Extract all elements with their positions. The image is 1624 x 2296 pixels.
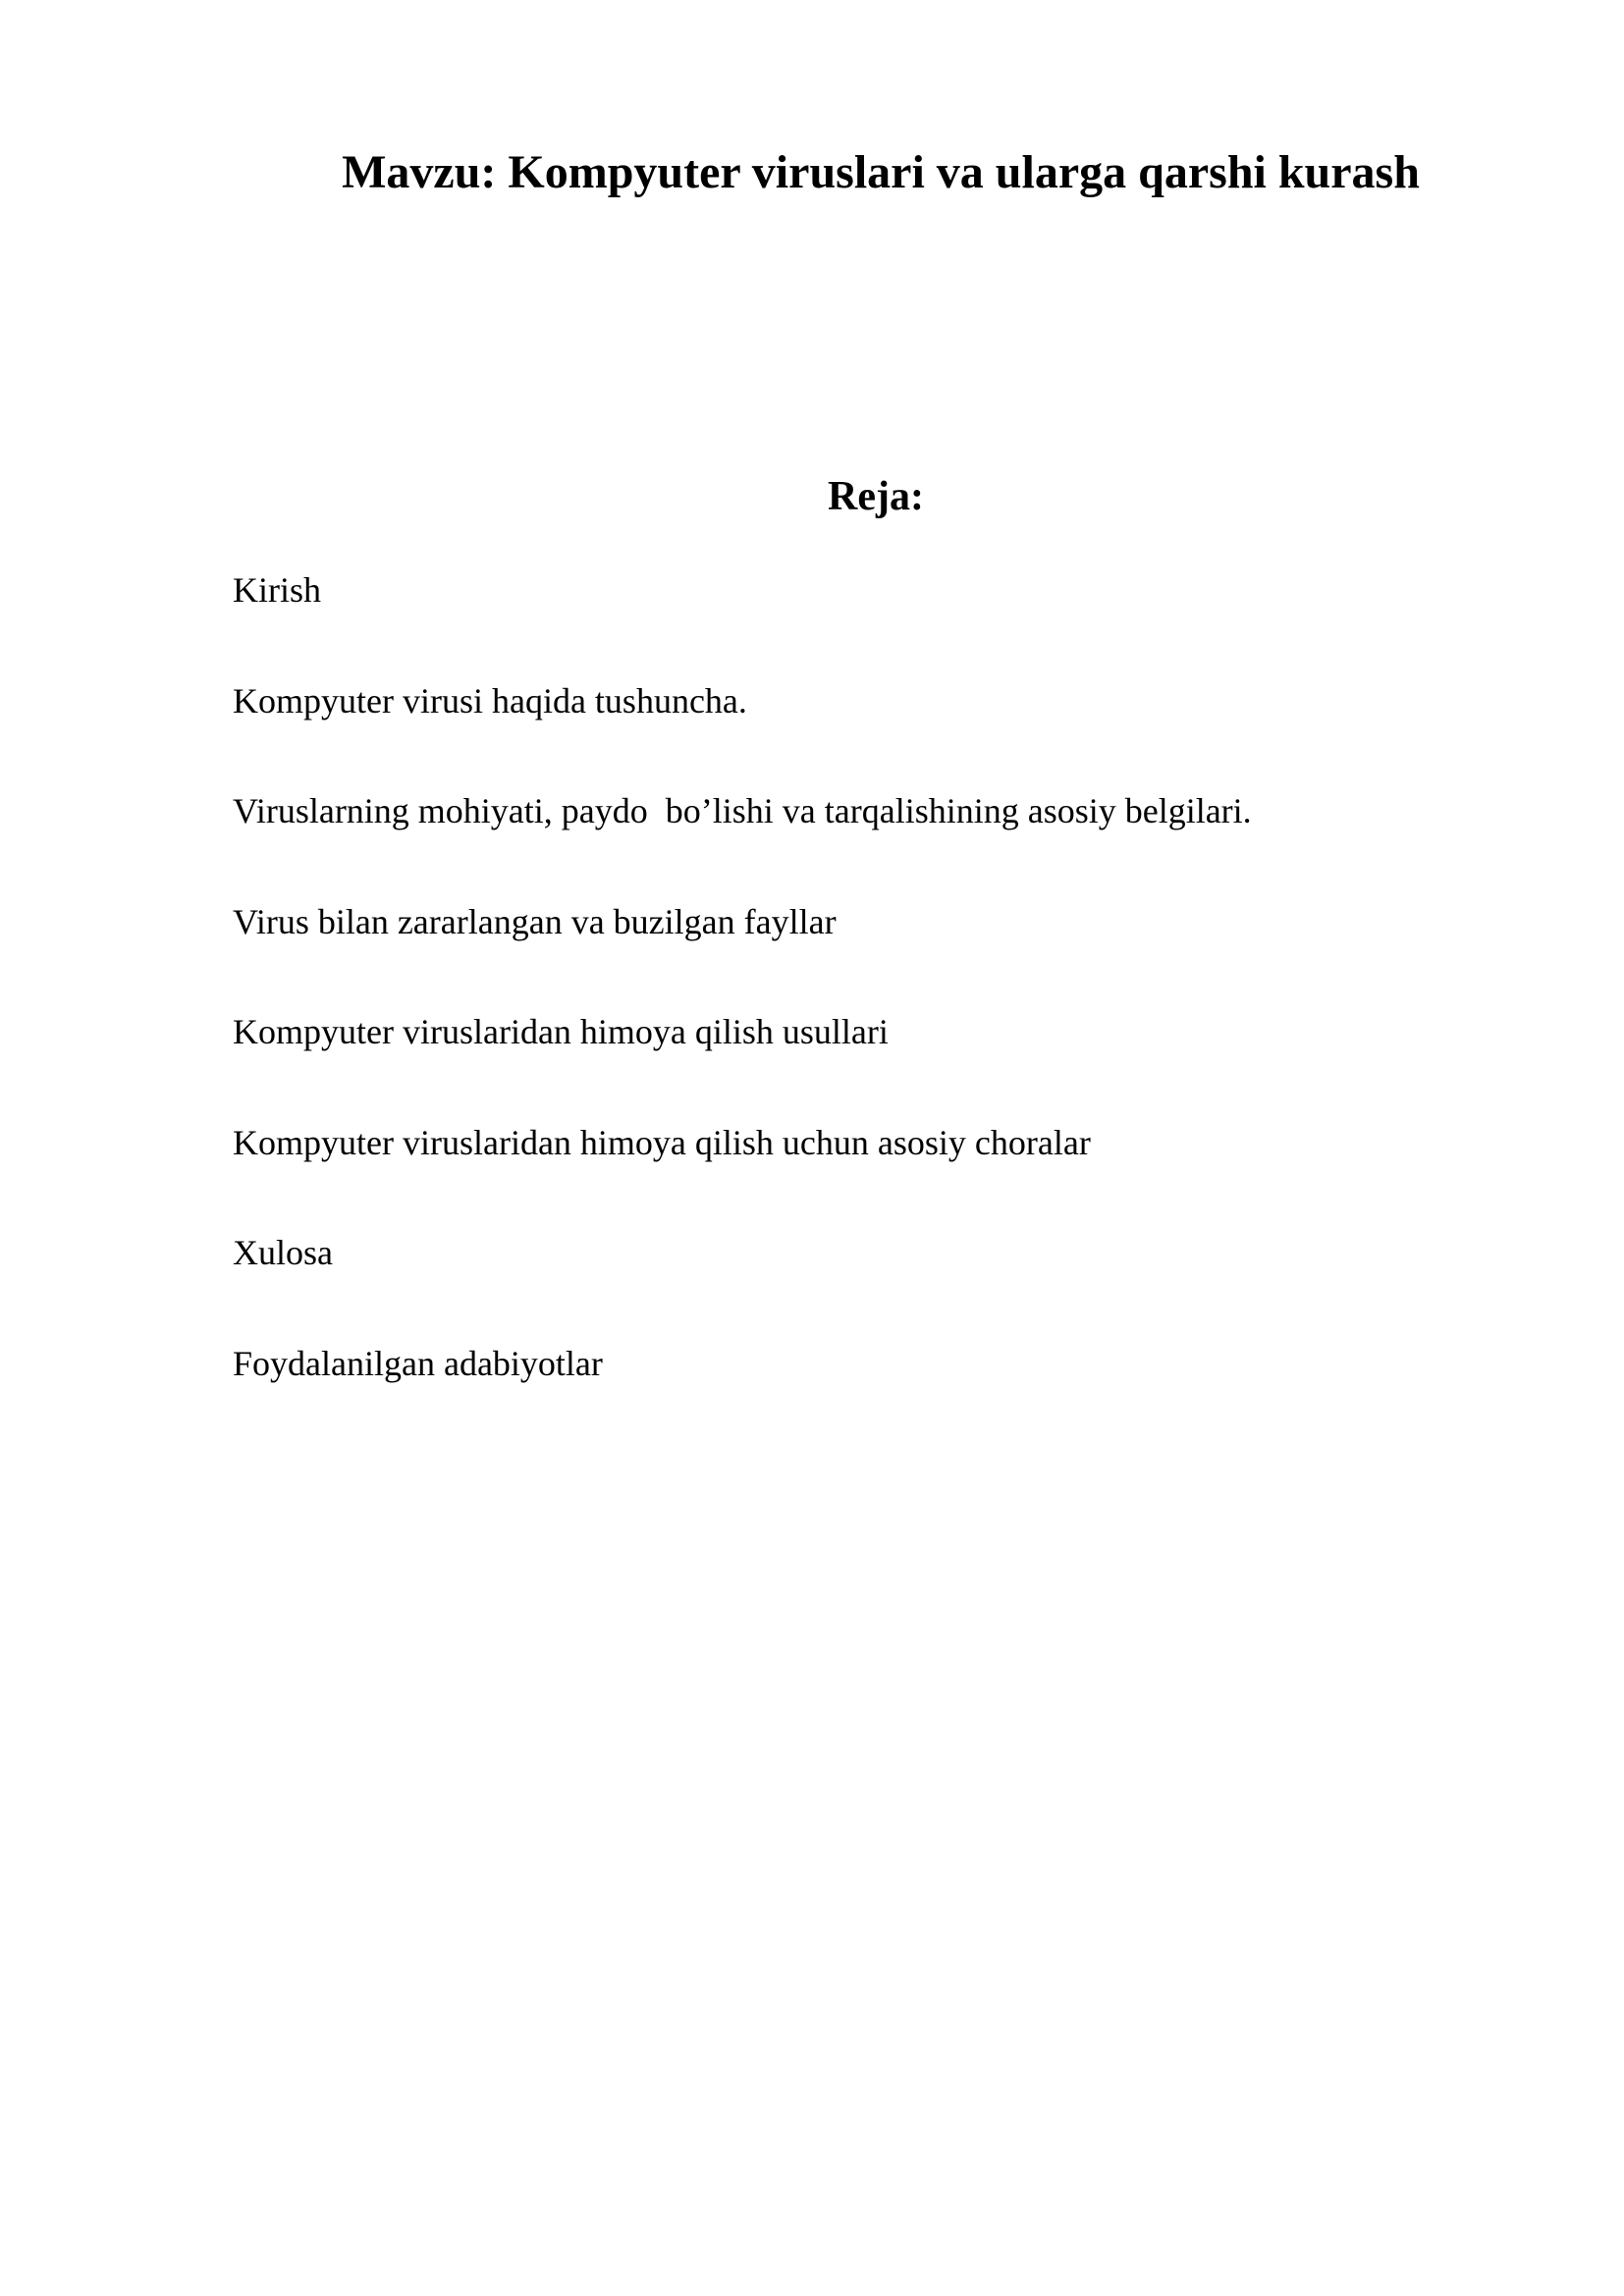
plan-item-virus-concept: Kompyuter virusi haqida tushuncha. — [233, 680, 747, 721]
document-title: Mavzu: Kompyuter viruslari va ularga qarshi kurash — [342, 146, 1420, 198]
plan-item-infected-files: Virus bilan zararlangan va buzilgan fayllar — [233, 901, 837, 941]
plan-item-introduction: Kirish — [233, 570, 321, 610]
plan-heading: Reja: — [828, 474, 924, 519]
plan-item-protection-measures: Kompyuter viruslaridan himoya qilish uchun asosiy choralar — [233, 1122, 1091, 1162]
plan-item-virus-nature: Viruslarning mohiyati, paydo bo’lishi va tarqalishining asosiy belgilari. — [233, 791, 1252, 830]
plan-item-conclusion: Xulosa — [233, 1233, 333, 1272]
plan-item-protection-methods: Kompyuter viruslaridan himoya qilish usullari — [233, 1012, 889, 1051]
plan-list — [233, 572, 1252, 1456]
plan-item-references: Foydalanilgan adabiyotlar — [233, 1343, 603, 1383]
